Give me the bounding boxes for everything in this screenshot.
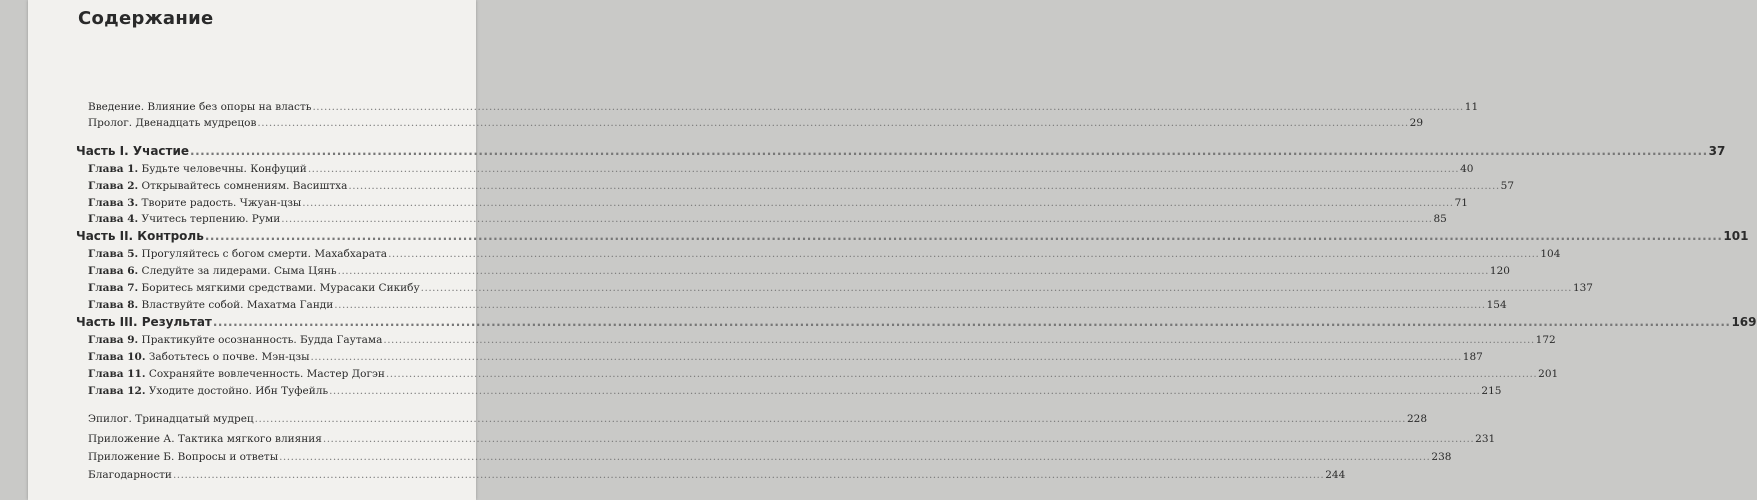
chapter-number: Глава 2. xyxy=(88,179,139,192)
toc-part-entry xyxy=(76,226,1749,243)
toc-entry xyxy=(88,464,1346,481)
toc-entry xyxy=(88,112,1424,129)
chapter-title: Открывайтесь сомнениям. Васиштха xyxy=(141,179,348,192)
toc-entry xyxy=(88,428,1496,445)
toc-entry-label: Приложение А. Тактика мягкого влияния xyxy=(88,432,322,445)
toc-entry-label xyxy=(88,249,387,260)
page-number: 29 xyxy=(1409,116,1424,129)
dot-leader: ............................................................................................................................................................................................................................................................................................................ xyxy=(383,333,1535,346)
page-number: 228 xyxy=(1406,412,1428,425)
toc-chapter-entry xyxy=(88,380,1502,397)
dot-leader: ............................................................................................................................................................................................................................................................................................................ xyxy=(420,281,1572,294)
dot-leader: ............................................................................................................................................................................................................................................................................................................ xyxy=(307,162,1460,175)
chapter-title: Властвуйте собой. Махатма Ганди xyxy=(141,298,334,311)
toc-entry-label xyxy=(88,300,333,311)
toc-chapter-entry xyxy=(88,294,1507,311)
chapter-title: Сохраняйте вовлеченность. Мастер Догэн xyxy=(148,367,385,380)
dot-leader: ............................................................................................................................................................................................................................................................................................................ xyxy=(302,196,1454,209)
toc-entry-label: Введение. Влияние без опоры на власть xyxy=(88,100,312,113)
chapter-number: Глава 5. xyxy=(88,247,139,260)
page-number: 187 xyxy=(1462,350,1483,363)
dot-leader: ............................................................................................................................................................................................................................................................................................................ xyxy=(388,247,1540,260)
page-number: 154 xyxy=(1486,298,1507,311)
chapter-title: Прогуляйтесь с богом смерти. Махабхарата xyxy=(141,247,388,260)
toc-chapter-entry xyxy=(88,208,1447,225)
dot-leader: ............................................................................................................................................................................................................................................................................................................ xyxy=(212,315,1731,329)
toc-entry-label: Часть I. Участие xyxy=(76,144,190,158)
toc-entry-label xyxy=(88,198,301,209)
page-number: 104 xyxy=(1540,247,1561,260)
chapter-number: Глава 1. xyxy=(88,162,139,175)
dot-leader: ............................................................................................................................................................................................................................................................................................................ xyxy=(172,468,1325,481)
chapter-number: Глава 10. xyxy=(88,350,146,363)
chapter-title: Творите радость. Чжуан-цзы xyxy=(141,196,302,209)
page-number: 37 xyxy=(1708,144,1726,158)
toc-part-entry xyxy=(76,312,1757,329)
toc-entry xyxy=(88,446,1452,463)
toc-entry-label xyxy=(88,386,328,397)
page-number: 201 xyxy=(1538,367,1559,380)
book-page xyxy=(28,0,1757,500)
toc-entry-label xyxy=(88,214,280,225)
page-number: 137 xyxy=(1572,281,1593,294)
page-number: 101 xyxy=(1723,229,1749,243)
toc-part-entry xyxy=(76,141,1726,158)
toc-chapter-entry xyxy=(88,192,1468,209)
chapter-title: Боритесь мягкими средствами. Мурасаки Сикибу xyxy=(141,281,420,294)
dot-leader: ............................................................................................................................................................................................................................................................................................................ xyxy=(310,350,1462,363)
toc-chapter-entry xyxy=(88,346,1483,363)
page-number: 71 xyxy=(1454,196,1468,209)
page-number: 40 xyxy=(1460,162,1474,175)
page-title: Содержание xyxy=(78,8,214,29)
toc-entry xyxy=(88,408,1428,425)
chapter-title: Уходите достойно. Ибн Туфейль xyxy=(148,384,329,397)
toc-entry xyxy=(88,96,1479,113)
page-number: 238 xyxy=(1431,450,1452,463)
dot-leader: ............................................................................................................................................................................................................................................................................................................ xyxy=(334,298,1486,311)
chapter-number: Глава 9. xyxy=(88,333,139,346)
page-number: 244 xyxy=(1325,468,1346,481)
toc-entry-label xyxy=(88,352,310,363)
chapter-number: Глава 6. xyxy=(88,264,139,277)
dot-leader: ............................................................................................................................................................................................................................................................................................................ xyxy=(348,179,1500,192)
toc-chapter-entry xyxy=(88,243,1561,260)
toc-entry-label xyxy=(88,164,307,175)
dot-leader: ............................................................................................................................................................................................................................................................................................................ xyxy=(312,100,1464,113)
toc-chapter-entry xyxy=(88,363,1559,380)
toc-entry-label xyxy=(88,266,337,277)
dot-leader: ............................................................................................................................................................................................................................................................................................................ xyxy=(190,144,1708,158)
chapter-title: Практикуйте осознанность. Будда Гаутама xyxy=(141,333,383,346)
chapter-title: Заботьтесь о почве. Мэн-цзы xyxy=(148,350,310,363)
chapter-number: Глава 4. xyxy=(88,212,139,225)
chapter-number: Глава 11. xyxy=(88,367,146,380)
page-number: 169 xyxy=(1731,315,1757,329)
dot-leader: ............................................................................................................................................................................................................................................................................................................ xyxy=(322,432,1475,445)
toc-entry-label: Часть III. Результат xyxy=(76,315,212,329)
dot-leader: ............................................................................................................................................................................................................................................................................................................ xyxy=(279,450,1431,463)
page-number: 215 xyxy=(1481,384,1502,397)
dot-leader: ............................................................................................................................................................................................................................................................................................................ xyxy=(329,384,1481,397)
toc-entry-label: Приложение Б. Вопросы и ответы xyxy=(88,450,279,463)
page-number: 11 xyxy=(1464,100,1479,113)
toc-chapter-entry xyxy=(88,260,1510,277)
chapter-number: Глава 7. xyxy=(88,281,139,294)
toc-entry-label xyxy=(88,369,385,380)
toc-entry-label xyxy=(88,283,420,294)
page-number: 57 xyxy=(1500,179,1515,192)
toc-entry-label xyxy=(88,335,382,346)
chapter-title: Будьте человечны. Конфуций xyxy=(141,162,307,175)
chapter-number: Глава 12. xyxy=(88,384,146,397)
dot-leader: ............................................................................................................................................................................................................................................................................................................ xyxy=(385,367,1538,380)
page-number: 120 xyxy=(1489,264,1510,277)
page-number: 85 xyxy=(1433,212,1447,225)
toc-entry-label: Часть II. Контроль xyxy=(76,229,204,243)
dot-leader: ............................................................................................................................................................................................................................................................................................................ xyxy=(337,264,1489,277)
page-number: 172 xyxy=(1535,333,1556,346)
chapter-title: Следуйте за лидерами. Сыма Цянь xyxy=(141,264,337,277)
dot-leader: ............................................................................................................................................................................................................................................................................................................ xyxy=(204,229,1723,243)
dot-leader: ............................................................................................................................................................................................................................................................................................................ xyxy=(281,212,1433,225)
toc-entry-label: Эпилог. Тринадцатый мудрец xyxy=(88,412,254,425)
toc-chapter-entry xyxy=(88,277,1593,294)
toc-entry-label xyxy=(88,181,347,192)
toc-chapter-entry xyxy=(88,175,1515,192)
dot-leader: ............................................................................................................................................................................................................................................................................................................ xyxy=(257,116,1409,129)
toc-entry-label: Благодарности xyxy=(88,468,172,481)
toc-chapter-entry xyxy=(88,329,1556,346)
page-number: 231 xyxy=(1475,432,1496,445)
chapter-title: Учитесь терпению. Руми xyxy=(141,212,281,225)
chapter-number: Глава 3. xyxy=(88,196,139,209)
toc-entry-label: Пролог. Двенадцать мудрецов xyxy=(88,116,257,129)
toc-chapter-entry xyxy=(88,158,1474,175)
chapter-number: Глава 8. xyxy=(88,298,139,311)
dot-leader: ............................................................................................................................................................................................................................................................................................................ xyxy=(254,412,1406,425)
